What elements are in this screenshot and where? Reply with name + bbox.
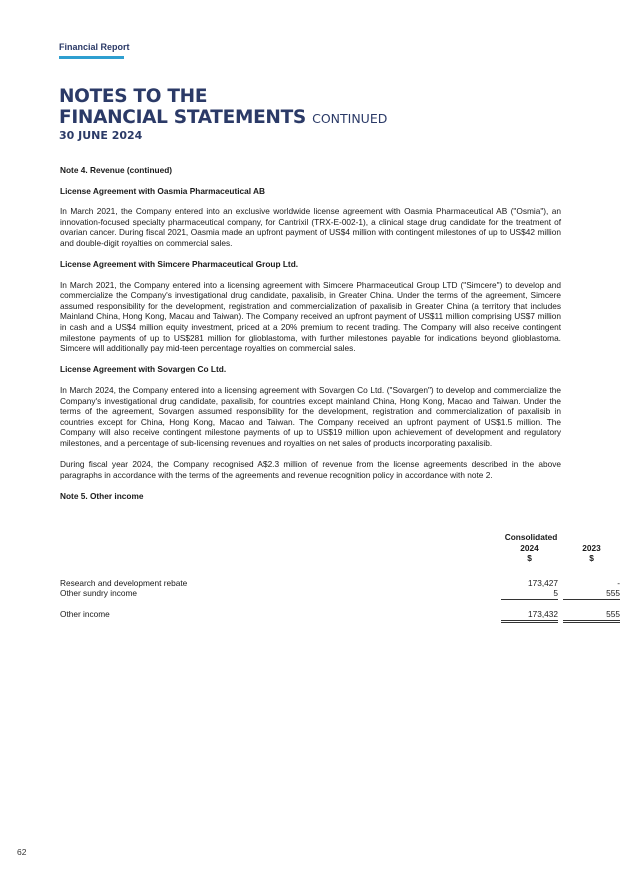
simcere-paragraph: In March 2021, the Company entered into a licensing agreement with Simcere Pharmaceutical Group LTD ("Simcere") to develop and commercialize the Company's investigational drug candidate, paxalisib, in Greater China. Under the terms of the agreement, Simcere assumed responsibility for the development, registration and commercialization of paxalisib in Greater China (a territory that includes Mainland China, Hong Kong, Macau and Taiwan). The Company received an upfront payment of US$11 million comprising US$7 million in cash and a US$4 million equity investment, priced at a 20% premium to recent trading. The Company will also receive contingent milestone payments of up to US$281 million for glioblastoma, with further milestones payable for indications beyond glioblastoma. Simcere will additionally pay mid-teen percentage royalties on commercial sales.	[60, 279, 561, 354]
row-value-2024: 173,427	[528, 577, 558, 588]
row-value-2023: -	[617, 577, 620, 588]
unit-2023-header: $	[589, 553, 594, 564]
row-value-2024: 5	[501, 588, 558, 600]
table-row	[60, 577, 620, 589]
title-continued: CONTINUED	[312, 111, 388, 126]
sovargen-heading: License Agreement with Sovargen Co Ltd.	[60, 364, 227, 375]
year-2024-header: 2024	[520, 542, 539, 553]
oasmia-heading: License Agreement with Oasmia Pharmaceutical AB	[60, 185, 266, 196]
total-value-2024: 173,432	[501, 609, 558, 623]
statement-date: 30 JUNE 2024	[59, 129, 143, 142]
page-title	[59, 86, 387, 129]
unit-2024-header: $	[527, 553, 532, 564]
section-accent-bar	[59, 56, 124, 59]
section-label: Financial Report	[59, 42, 130, 52]
table-group-header-row	[60, 532, 561, 543]
year-2023-header: 2023	[582, 542, 601, 553]
oasmia-paragraph: In March 2021, the Company entered into an exclusive worldwide license agreement with Oasmia Pharmaceutical AB ("Osmia"), an innovation-focused specialty pharmaceutical company, for Cantrixil (TRX-E-002-1), a clinical stage drug candidate for the treatment of ovarian cancer. During fiscal 2021, Oasmia made an upfront payment of US$4 million with contingent milestones of up to US$42 million and double-digit royalties on commercial sales.	[60, 206, 561, 248]
page-number: 62	[17, 847, 27, 857]
simcere-heading: License Agreement with Simcere Pharmaceutical Group Ltd.	[60, 259, 299, 270]
consolidated-header: Consolidated	[504, 532, 558, 542]
title-line-1: NOTES TO THE	[59, 86, 208, 107]
table-row	[60, 588, 620, 599]
total-label: Other income	[60, 608, 110, 619]
revenue-summary-paragraph: During fiscal year 2024, the Company recognised A$2.3 million of revenue from the license agreements described in the above paragraphs in accordance with the terms of the agreements and revenue recognition policy in accordance with note 2.	[60, 458, 561, 480]
row-value-2023: 555	[563, 588, 620, 600]
table-total-row	[60, 608, 620, 620]
sovargen-paragraph: In March 2024, the Company entered into a licensing agreement with Sovargen Co Ltd. ("Sovargen") to develop and commercialize the Company's investigational drug candidate, paxalisib, for countries except mainland China, Hong Kong, Macao and Taiwan. Under the terms of the agreement, Sovargen assumed responsibility for the development, registration and commercialization of paxalisib in countries except for China, Hong Kong, Macao and Taiwan. The Company received an upfront payment of US$1.5 million. The Company will also receive contingent milestone payments of up to US$19 million upon achievement of development and regulatory milestones, and a percentage of sub-licensing revenues and royalties on net sales of products incorporating paxalisib.	[60, 384, 561, 448]
row-label: Research and development rebate	[60, 577, 188, 588]
note-4-heading: Note 4. Revenue (continued)	[60, 165, 173, 175]
table-year-header-row	[60, 542, 601, 554]
note-5-heading: Note 5. Other income	[60, 490, 144, 501]
title-line-2: FINANCIAL STATEMENTS	[59, 107, 306, 128]
table-unit-header-row	[60, 553, 594, 564]
other-income-table	[60, 532, 620, 620]
row-label: Other sundry income	[60, 588, 138, 599]
note-4-section	[60, 165, 561, 511]
total-value-2023: 555	[563, 609, 620, 623]
